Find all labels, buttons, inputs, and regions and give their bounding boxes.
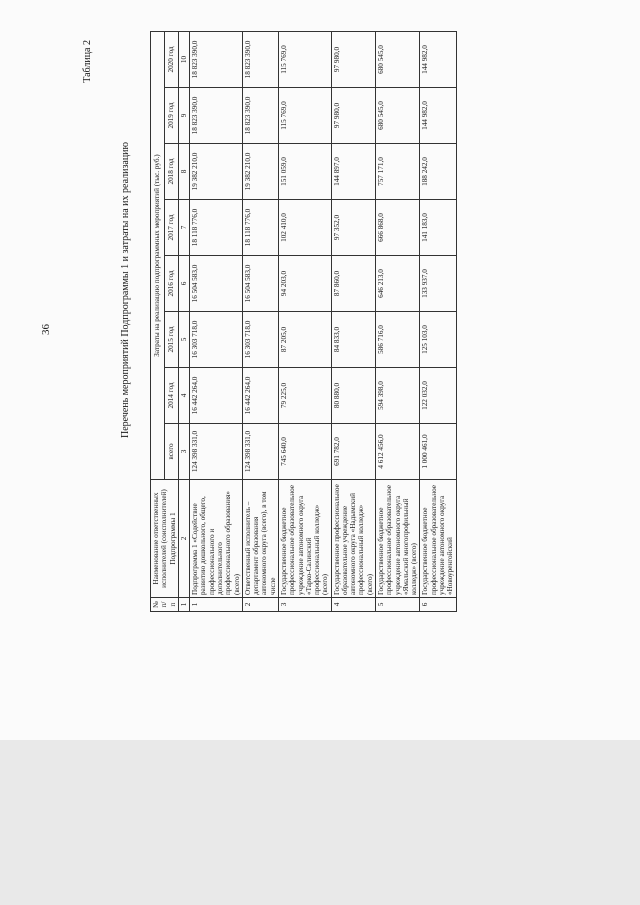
row-name: Ответственный исполнитель – департамент образования автономного округа (всего), в том числе bbox=[242, 480, 278, 598]
cost-cell: 80 880,0 bbox=[331, 368, 375, 424]
cost-cell: 97 980,0 bbox=[331, 88, 375, 144]
cost-cell: 151 059,0 bbox=[278, 144, 331, 200]
header-year: 2015 год bbox=[164, 312, 178, 368]
costs-table bbox=[150, 31, 457, 612]
cost-cell: 122 032,0 bbox=[420, 368, 456, 424]
row-name: Государственное бюджетное профессиональное образовательное учреждение автономного округа «Новоуренгойский bbox=[420, 480, 456, 598]
cost-cell: 94 203,0 bbox=[278, 256, 331, 312]
cost-cell: 102 410,0 bbox=[278, 200, 331, 256]
cost-cell: 757 171,0 bbox=[376, 144, 420, 200]
cost-cell: 18 118 776,0 bbox=[242, 200, 278, 256]
row-index: 3 bbox=[278, 598, 331, 612]
cost-cell: 97 980,0 bbox=[331, 32, 375, 88]
row-name: Подпрограмма 1 «Содействие развитию дошкольного, общего, профессионального и дополнительного профессионального образования» (всего) bbox=[190, 480, 243, 598]
page-number: 36 bbox=[40, 324, 52, 335]
header-index: № п/п bbox=[151, 598, 179, 612]
header-year: 2014 год bbox=[164, 368, 178, 424]
cost-cell: 115 769,0 bbox=[278, 88, 331, 144]
cost-cell: 16 504 583,0 bbox=[242, 256, 278, 312]
cost-cell: 124 398 331,0 bbox=[242, 424, 278, 480]
column-number: 10 bbox=[178, 32, 189, 88]
column-number: 4 bbox=[178, 368, 189, 424]
cost-cell: 745 640,0 bbox=[278, 424, 331, 480]
cost-cell: 18 823 390,0 bbox=[190, 32, 243, 88]
cost-cell: 4 612 456,0 bbox=[376, 424, 420, 480]
column-number: 6 bbox=[178, 256, 189, 312]
header-year: 2019 год bbox=[164, 88, 178, 144]
row-index: 6 bbox=[420, 598, 456, 612]
cost-cell: 1 000 461,0 bbox=[420, 424, 456, 480]
column-number: 2 bbox=[178, 480, 189, 598]
scan-margin bbox=[0, 740, 640, 905]
row-index: 1 bbox=[190, 598, 243, 612]
cost-cell: 18 118 776,0 bbox=[190, 200, 243, 256]
column-number: 5 bbox=[178, 312, 189, 368]
cost-cell: 16 504 583,0 bbox=[190, 256, 243, 312]
table-row bbox=[242, 32, 278, 612]
row-index: 2 bbox=[242, 598, 278, 612]
cost-cell: 18 823 390,0 bbox=[242, 32, 278, 88]
column-number: 3 bbox=[178, 424, 189, 480]
table-row bbox=[376, 32, 420, 612]
cost-cell: 125 103,0 bbox=[420, 312, 456, 368]
cost-cell: 84 833,0 bbox=[331, 312, 375, 368]
cost-cell: 680 545,0 bbox=[376, 88, 420, 144]
row-name: Государственное бюджетное профессиональное образовательное учреждение автономного округа «Ямальский многопрофильный колледж» (всего) bbox=[376, 480, 420, 598]
cost-cell: 680 545,0 bbox=[376, 32, 420, 88]
table-caption: Таблица 2 bbox=[82, 40, 93, 83]
table-row bbox=[278, 32, 331, 612]
header-year: 2016 год bbox=[164, 256, 178, 312]
cost-cell: 16 442 264,0 bbox=[242, 368, 278, 424]
column-number: 8 bbox=[178, 144, 189, 200]
row-name: Государственное бюджетное профессиональное образовательное учреждение автономного округа «Тарко-Салинский профессиональный колледж» (всего) bbox=[278, 480, 331, 598]
column-number: 9 bbox=[178, 88, 189, 144]
cost-cell: 188 242,0 bbox=[420, 144, 456, 200]
cost-cell: 141 183,0 bbox=[420, 200, 456, 256]
cost-cell: 133 937,0 bbox=[420, 256, 456, 312]
table-row bbox=[420, 32, 456, 612]
cost-cell: 124 398 331,0 bbox=[190, 424, 243, 480]
cost-cell: 87 860,0 bbox=[331, 256, 375, 312]
row-index: 4 bbox=[331, 598, 375, 612]
table-row bbox=[190, 32, 243, 612]
header-costs-group: Затраты на реализацию подпрограммных мероприятий (тыс. руб.) bbox=[151, 32, 165, 480]
header-year: 2018 год bbox=[164, 144, 178, 200]
column-number: 7 bbox=[178, 200, 189, 256]
column-number: 1 bbox=[178, 598, 189, 612]
cost-cell: 144 897,0 bbox=[331, 144, 375, 200]
header-year: 2020 год bbox=[164, 32, 178, 88]
cost-cell: 19 382 210,0 bbox=[190, 144, 243, 200]
cost-cell: 144 982,0 bbox=[420, 88, 456, 144]
cost-cell: 18 823 390,0 bbox=[190, 88, 243, 144]
row-index: 5 bbox=[376, 598, 420, 612]
header-name: Наименование ответственных исполнителей (соисполнителей) Подпрограммы 1 bbox=[151, 480, 179, 598]
header-year: всего bbox=[164, 424, 178, 480]
cost-cell: 87 205,0 bbox=[278, 312, 331, 368]
cost-cell: 666 868,0 bbox=[376, 200, 420, 256]
cost-cell: 115 769,0 bbox=[278, 32, 331, 88]
table-body bbox=[190, 32, 456, 612]
header-year: 2017 год bbox=[164, 200, 178, 256]
cost-cell: 19 382 210,0 bbox=[242, 144, 278, 200]
cost-cell: 691 782,0 bbox=[331, 424, 375, 480]
cost-cell: 18 823 390,0 bbox=[242, 88, 278, 144]
cost-cell: 586 716,0 bbox=[376, 312, 420, 368]
cost-cell: 16 442 264,0 bbox=[190, 368, 243, 424]
cost-cell: 79 225,0 bbox=[278, 368, 331, 424]
cost-cell: 594 398,0 bbox=[376, 368, 420, 424]
cost-cell: 646 213,0 bbox=[376, 256, 420, 312]
cost-cell: 144 982,0 bbox=[420, 32, 456, 88]
table-row bbox=[331, 32, 375, 612]
document-title: Перечень мероприятий Подпрограммы 1 и затраты на их реализацию bbox=[120, 141, 131, 439]
cost-cell: 16 303 718,0 bbox=[190, 312, 243, 368]
cost-cell: 97 352,0 bbox=[331, 200, 375, 256]
cost-cell: 16 303 718,0 bbox=[242, 312, 278, 368]
row-name: Государственное профессиональное образовательное учреждение автономного округа «Надымский профессиональный колледж» (всего) bbox=[331, 480, 375, 598]
